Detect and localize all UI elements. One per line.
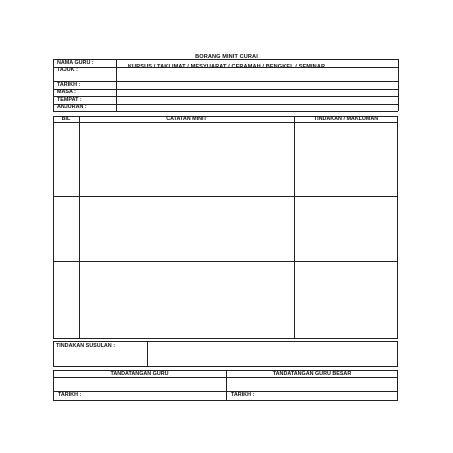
label-anjuran: ANJURAN :	[57, 104, 87, 110]
label-tindakan-susulan: TINDAKAN SUSULAN :	[56, 343, 115, 349]
col-header-tindakan: TINDAKAN / MAKLUMAN	[313, 116, 379, 122]
catatan-cell-2[interactable]	[80, 197, 293, 260]
masa-field[interactable]	[117, 90, 397, 95]
bil-cell-2[interactable]	[54, 197, 78, 260]
tindakan-cell-3[interactable]	[295, 262, 397, 338]
bil-cell-3[interactable]	[54, 262, 78, 338]
form-subtitle: KURSUS / TAKLIMAT / MESYUARAT / CERAMAH / BENGKEL / SEMINAR	[127, 64, 326, 70]
tempat-field[interactable]	[117, 97, 397, 103]
tarikh-field[interactable]	[117, 82, 397, 88]
tindakan-susulan-field[interactable]	[148, 342, 397, 366]
catatan-cell-3[interactable]	[80, 262, 293, 338]
signature-header-guru: TANDATANGAN GURU	[110, 371, 169, 377]
form-title: BORANG MINIT CURAI	[195, 54, 258, 60]
signature-field-guru-besar[interactable]	[227, 378, 397, 390]
bil-cell-1[interactable]	[54, 123, 78, 195]
signature-field-guru[interactable]	[54, 378, 225, 390]
tindakan-cell-2[interactable]	[295, 197, 397, 260]
label-masa: MASA :	[57, 89, 76, 95]
label-tarikh-guru-besar: TARIKH :	[231, 392, 255, 398]
label-tarikh-guru: TARIKH :	[58, 392, 82, 398]
signature-header-guru-besar: TANDATANGAN GURU BESAR	[272, 371, 352, 377]
anjuran-field[interactable]	[117, 105, 397, 110]
tajuk-field[interactable]	[117, 68, 397, 80]
label-tempat: TEMPAT :	[57, 97, 82, 103]
label-nama-guru: NAMA GURU :	[57, 60, 94, 66]
col-header-catatan-minit: CATATAN MINIT	[166, 116, 207, 122]
label-tarikh: TARIKH :	[57, 82, 81, 88]
label-tajuk: TAJUK :	[57, 67, 78, 73]
col-header-bil: BIL	[61, 116, 71, 122]
tindakan-cell-1[interactable]	[295, 123, 397, 195]
catatan-cell-1[interactable]	[80, 123, 293, 195]
nama-guru-field[interactable]	[117, 60, 397, 66]
